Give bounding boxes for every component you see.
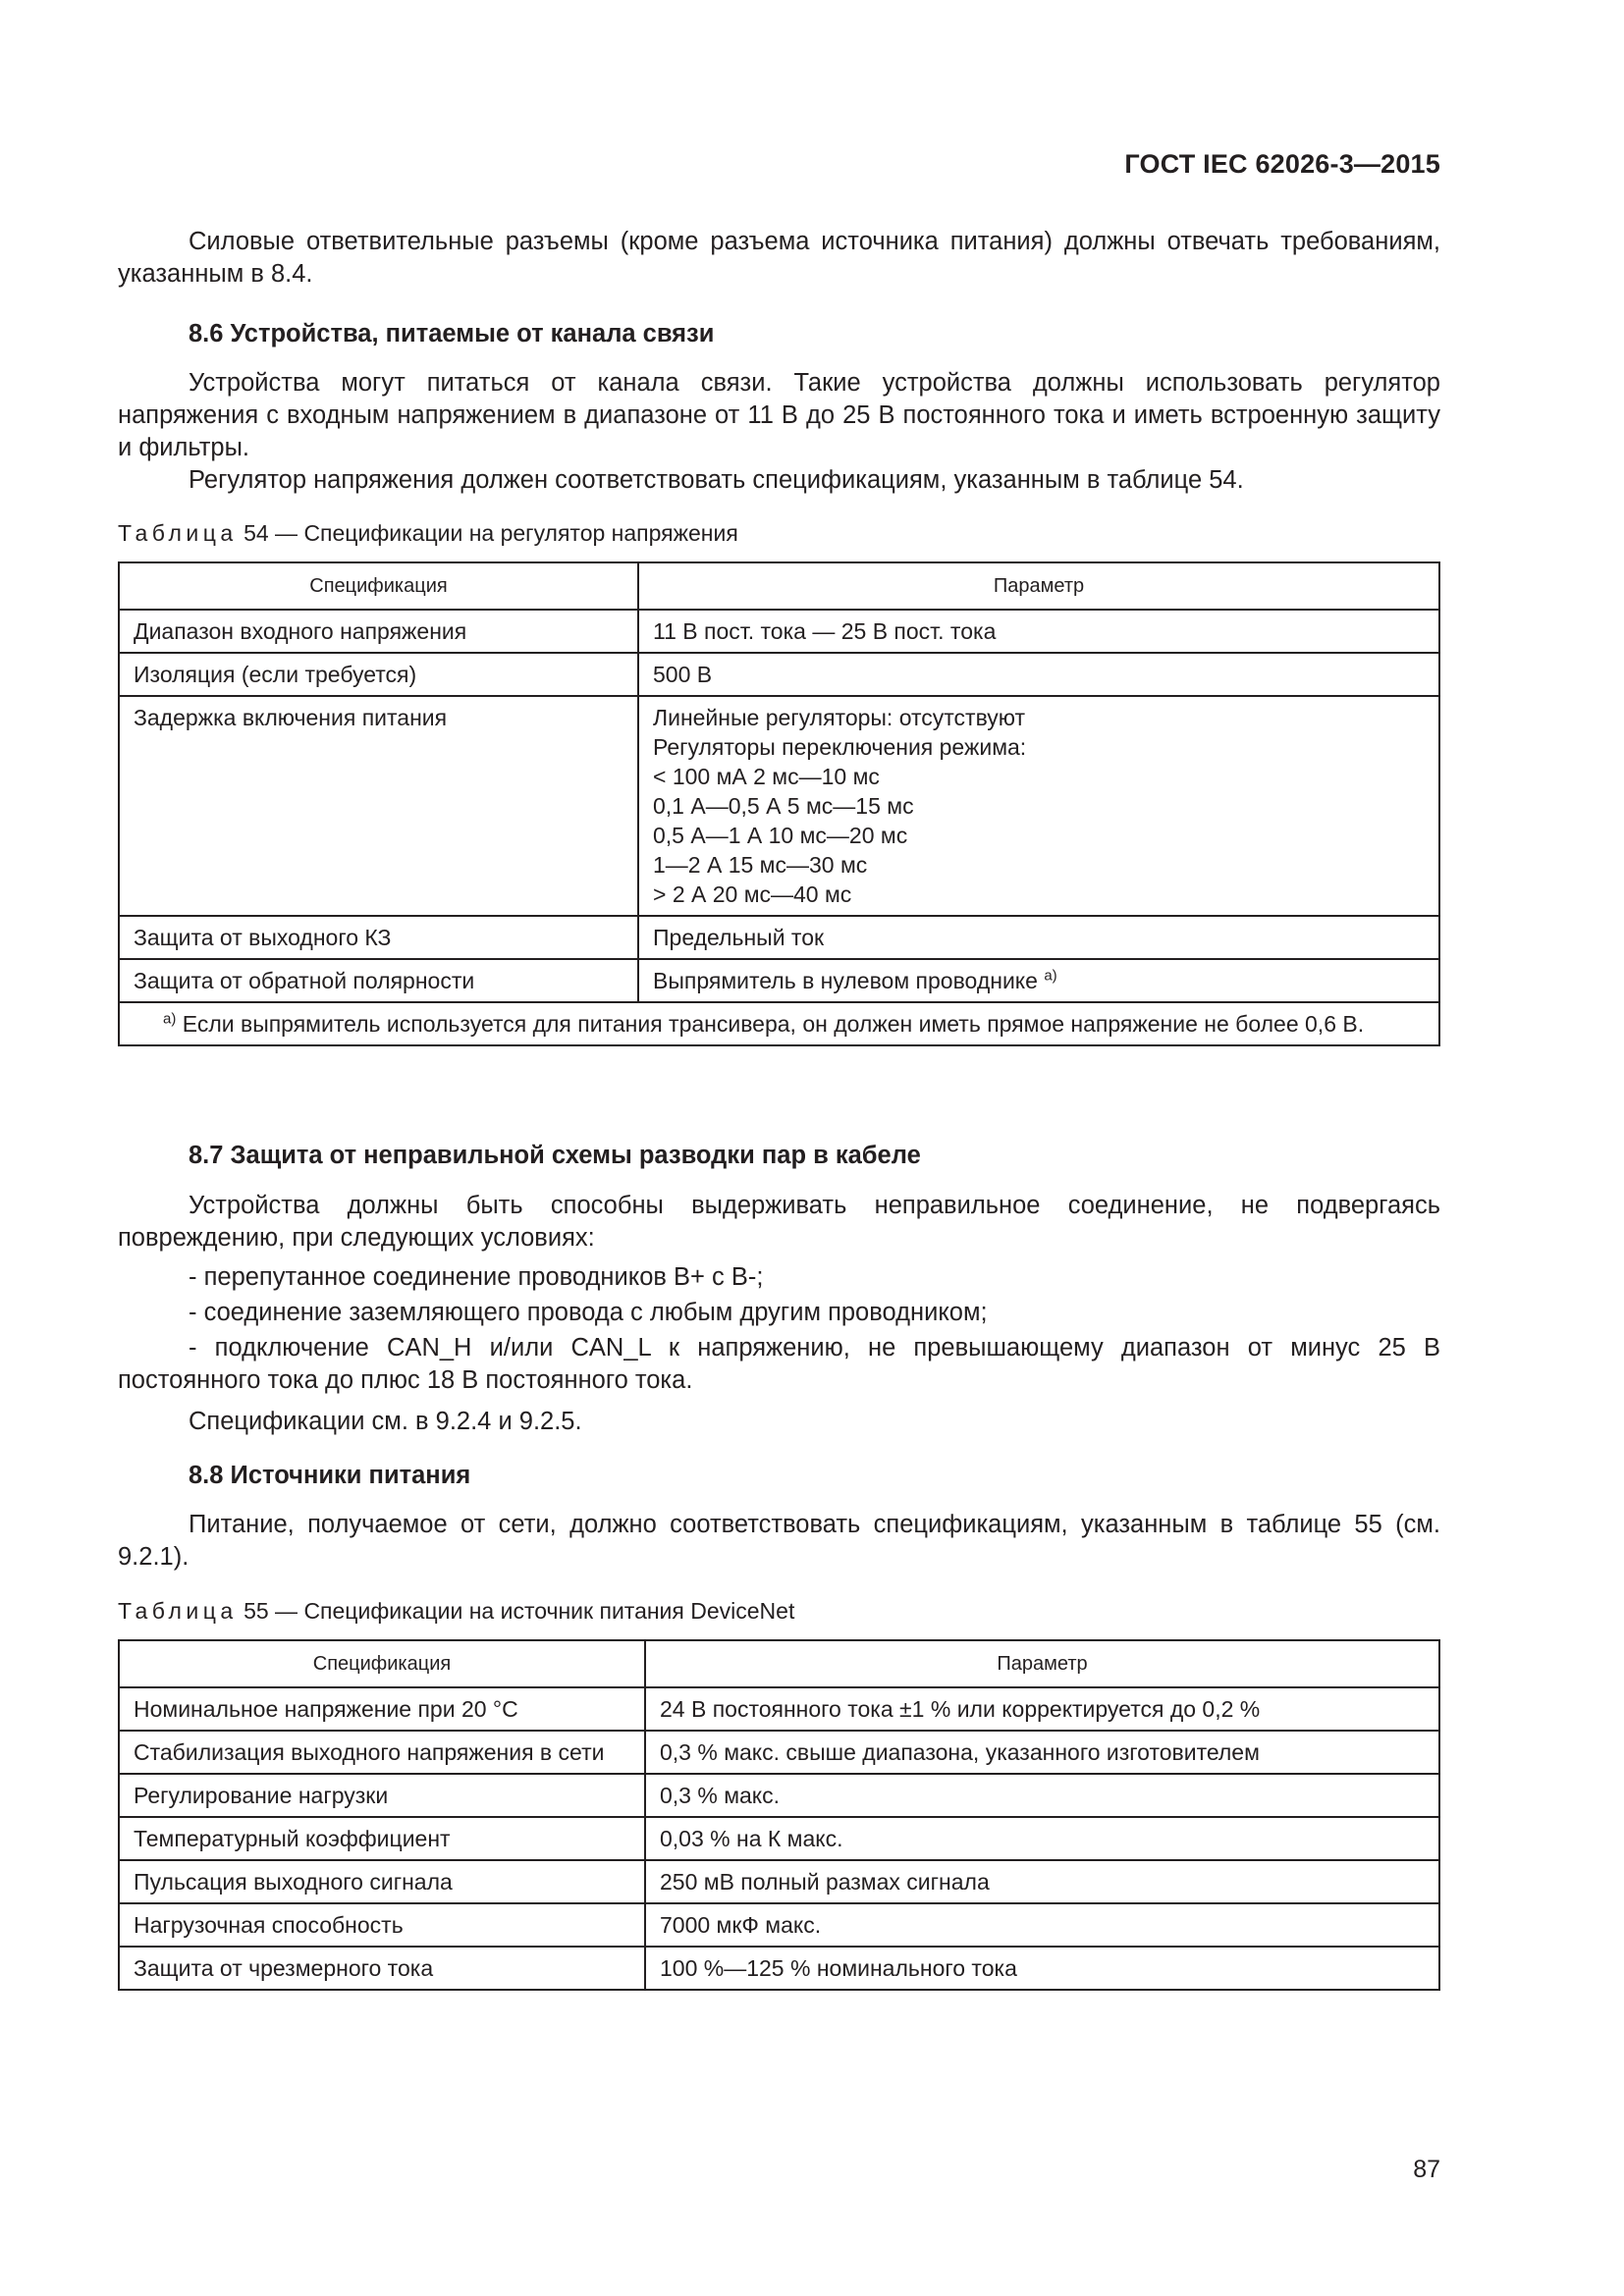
cell-parameter: 24 В постоянного тока ±1 % или корректируется до 0,2 % (645, 1687, 1439, 1731)
table-footnote (119, 1002, 1439, 1045)
table-54-caption-text: 54 — Спецификации на регулятор напряжения (237, 520, 738, 546)
page-number: 87 (1413, 2156, 1440, 2183)
table-row (119, 1687, 1439, 1731)
footnote-text: Если выпрямитель используется для питания трансивера, он должен иметь прямое напряжение не более 0,6 В. (176, 1011, 1365, 1037)
section-8-6-paragraph-2: Регулятор напряжения должен соответствовать спецификациям, указанным в таблице 54. (189, 466, 1244, 494)
section-8-7-paragraph-1: Устройства должны быть способны выдерживать неправильное соединение, не подвергаясь повреждению, при следующих условиях: (118, 1192, 1440, 1252)
standard-code: ГОСТ IEC 62026-3—2015 (1124, 149, 1440, 179)
cell-specification: Защита от обратной полярности (119, 959, 638, 1002)
cell-specification: Стабилизация выходного напряжения в сети (119, 1731, 645, 1774)
cell-parameter: Линейные регуляторы: отсутствуют Регуляторы переключения режима: < 100 мА 2 мс—10 мс 0,1 А—0,5 А 5 мс—15 мс 0,5 А—1 А 10 мс—20 мс 1—2 А 15 мс—30 мс > 2 А 20 мс—40 мс (638, 696, 1439, 916)
table-row (119, 1731, 1439, 1774)
cell-parameter (638, 959, 1439, 1002)
table-row (119, 696, 1439, 916)
table-header-row (119, 1640, 1439, 1687)
cell-parameter-text: Выпрямитель в нулевом проводнике (653, 968, 1038, 993)
table-row (119, 1860, 1439, 1903)
column-header-specification: Спецификация (119, 562, 638, 610)
footnote-reference: а) (1044, 967, 1057, 985)
cell-specification: Регулирование нагрузки (119, 1774, 645, 1817)
cell-parameter: 7000 мкФ макс. (645, 1903, 1439, 1947)
cell-specification: Изоляция (если требуется) (119, 653, 638, 696)
column-header-specification: Спецификация (119, 1640, 645, 1687)
table-row (119, 916, 1439, 959)
table-54-caption-prefix: Таблица (118, 520, 238, 546)
cell-parameter: 100 %—125 % номинального тока (645, 1947, 1439, 1990)
table-55 (118, 1639, 1440, 1991)
cell-specification: Защита от чрезмерного тока (119, 1947, 645, 1990)
table-row (119, 653, 1439, 696)
cell-specification: Диапазон входного напряжения (119, 610, 638, 653)
section-8-8-paragraph-1: Питание, получаемое от сети, должно соответствовать спецификациям, указанным в таблице 55 (см. 9.2.1). (118, 1511, 1440, 1571)
column-header-parameter: Параметр (638, 562, 1439, 610)
cell-parameter: 0,3 % макс. (645, 1774, 1439, 1817)
section-8-7-paragraph-2: Спецификации см. в 9.2.4 и 9.2.5. (189, 1408, 582, 1435)
cell-specification: Номинальное напряжение при 20 °С (119, 1687, 645, 1731)
cell-parameter: 0,03 % на К макс. (645, 1817, 1439, 1860)
footnote-marker: а) (163, 1010, 177, 1028)
cell-specification: Задержка включения питания (119, 696, 638, 916)
table-55-caption-text: 55 — Спецификации на источник питания DeviceNet (237, 1598, 795, 1624)
table-55-caption-prefix: Таблица (118, 1598, 238, 1624)
table-header-row (119, 562, 1439, 610)
column-header-parameter: Параметр (645, 1640, 1439, 1687)
table-55-caption (118, 1598, 794, 1625)
table-footnote-row (119, 1002, 1439, 1045)
list-item: - перепутанное соединение проводников В+ с В-; (189, 1263, 764, 1291)
cell-parameter: Предельный ток (638, 916, 1439, 959)
cell-parameter: 11 В пост. тока — 25 В пост. тока (638, 610, 1439, 653)
table-54-caption (118, 520, 738, 547)
cell-parameter: 250 мВ полный размах сигнала (645, 1860, 1439, 1903)
cell-specification: Нагрузочная способность (119, 1903, 645, 1947)
section-8-6-paragraph-1: Устройства могут питаться от канала связи. Такие устройства должны использовать регулятор напряжения с входным напряжением в диапазоне от 11 В до 25 В постоянного тока и иметь встроенную защиту и фильтры. (118, 369, 1440, 461)
cell-specification: Защита от выходного КЗ (119, 916, 638, 959)
table-row (119, 1947, 1439, 1990)
section-8-7-title: 8.7 Защита от неправильной схемы разводки пар в кабеле (189, 1142, 921, 1169)
intro-paragraph: Силовые ответвительные разъемы (кроме разъема источника питания) должны отвечать требованиям, указанным в 8.4. (118, 228, 1440, 288)
table-54 (118, 561, 1440, 1046)
cell-specification: Пульсация выходного сигнала (119, 1860, 645, 1903)
section-8-8-title: 8.8 Источники питания (189, 1462, 471, 1489)
table-row (119, 1817, 1439, 1860)
cell-parameter: 500 В (638, 653, 1439, 696)
table-row (119, 959, 1439, 1002)
section-8-6-title: 8.6 Устройства, питаемые от канала связи (189, 320, 715, 347)
list-item: - подключение CAN_H и/или CAN_L к напряжению, не превышающему диапазон от минус 25 В постоянного тока до плюс 18 В постоянного тока. (118, 1334, 1440, 1394)
cell-parameter: 0,3 % макс. свыше диапазона, указанного изготовителем (645, 1731, 1439, 1774)
list-item: - соединение заземляющего провода с любым другим проводником; (189, 1299, 988, 1326)
table-row (119, 610, 1439, 653)
cell-specification: Температурный коэффициент (119, 1817, 645, 1860)
table-row (119, 1903, 1439, 1947)
table-row (119, 1774, 1439, 1817)
